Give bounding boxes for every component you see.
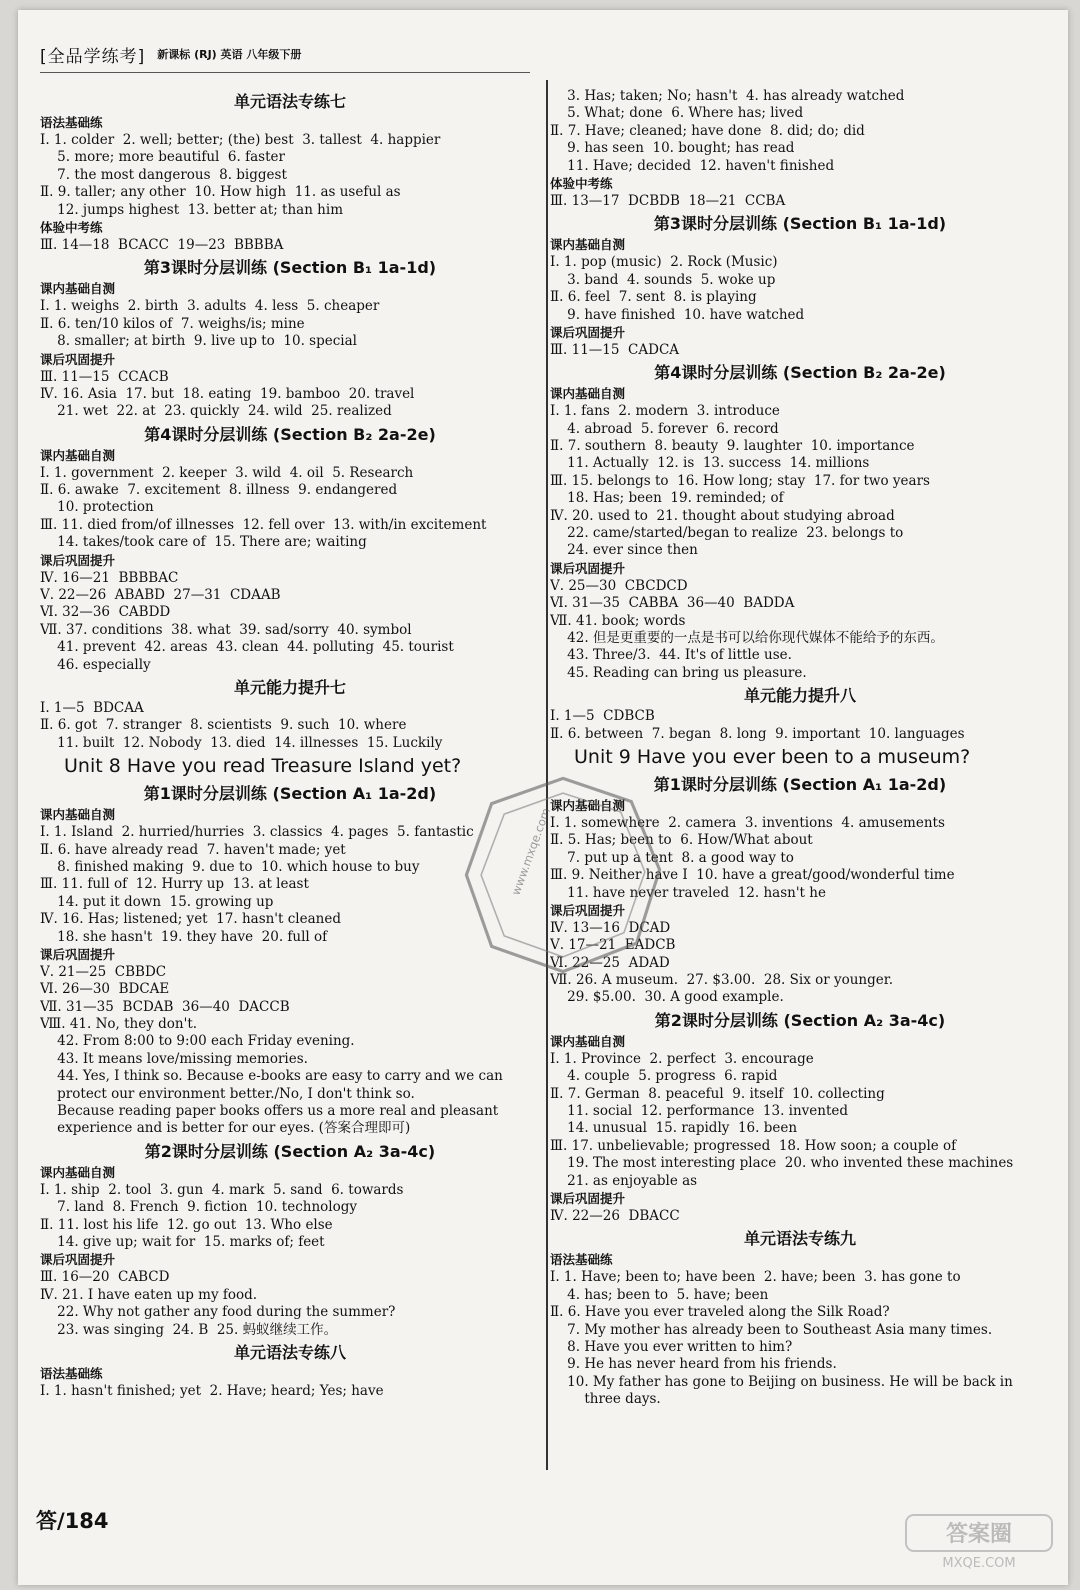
answer-line: 9. He has never heard from his friends. <box>550 1356 837 1373</box>
answer-line: Ⅲ. 11—15 CADCA <box>550 341 680 358</box>
section-title: 单元语法专练九 <box>743 1229 856 1249</box>
answer-line: Ⅲ. 16—20 CABCD <box>40 1269 170 1286</box>
svg-text:答案圈: 答案圈 <box>945 1522 1013 1547</box>
answer-line: Ⅲ. 14—18 BCACC 19—23 BBBBA <box>40 236 284 253</box>
answer-line: 14. give up; wait for 15. marks of; feet <box>40 1233 325 1250</box>
answer-line: Ⅳ. 13—16 DCAD <box>550 919 671 936</box>
answer-line: Ⅳ. 20. used to 21. thought about studying abroad <box>550 507 895 524</box>
brand-label: [全品学练考] <box>40 46 146 67</box>
subsection-label: 课后巩固提升 <box>550 560 626 576</box>
answer-line: Ⅴ. 25—30 CBCDCD <box>550 577 688 594</box>
book-meta: 新课标 (RJ) 英语 八年级下册 <box>157 48 302 61</box>
answer-line: Ⅳ. 16. Asia 17. but 18. eating 19. bamboo 20. travel <box>40 385 415 402</box>
answer-line: 8. Have you ever written to him? <box>550 1338 793 1355</box>
answer-line: 11. have never traveled 12. hasn't he <box>550 884 826 901</box>
answer-line: 4. couple 5. progress 6. rapid <box>550 1068 778 1085</box>
right-column <box>550 88 1050 1408</box>
answer-line: Ⅶ. 41. book; words <box>550 612 686 629</box>
answer-line: Ⅲ. 11—15 CCACB <box>40 368 169 385</box>
section-title: 第4课时分层训练 (Section B₂ 2a-2e) <box>654 363 946 383</box>
answer-line: 3. Has; taken; No; hasn't 4. has already watched <box>550 88 905 104</box>
subsection-label: 课后巩固提升 <box>40 552 116 568</box>
answer-line: Ⅰ. 1. government 2. keeper 3. wild 4. oil 5. Research <box>40 464 414 481</box>
answer-line: 14. put it down 15. growing up <box>40 893 274 910</box>
answer-line: 14. takes/took care of 15. There are; waiting <box>40 534 367 551</box>
answer-line: 4. abroad 5. forever 6. record <box>550 420 779 437</box>
answer-line: 11. built 12. Nobody 13. died 14. illnesses 15. Luckily <box>40 734 443 751</box>
answer-line: Ⅱ. 6. feel 7. sent 8. is playing <box>550 289 757 306</box>
answer-line: 43. It means love/missing memories. <box>40 1050 308 1067</box>
left-column <box>40 88 540 1400</box>
answer-line: Ⅱ. 6. ten/10 kilos of 7. weighs/is; mine <box>40 315 305 332</box>
answer-line: 22. Why not gather any food during the summer? <box>40 1304 396 1321</box>
answer-line: 9. have finished 10. have watched <box>550 306 805 323</box>
answer-line: Ⅰ. 1. ship 2. tool 3. gun 4. mark 5. sand 6. towards <box>40 1181 404 1198</box>
answer-line: 41. prevent 42. areas 43. clean 44. polluting 45. tourist <box>40 639 454 656</box>
answer-line: Ⅴ. 22—26 ABABD 27—31 CDAAB <box>40 587 281 604</box>
subsection-label: 语法基础练 <box>550 1252 613 1268</box>
answer-line: Ⅱ. 9. taller; any other 10. How high 11. as useful as <box>40 184 401 201</box>
answer-line: 10. My father has gone to Beijing on business. He will be back in <box>550 1373 1013 1390</box>
subsection-label: 语法基础练 <box>40 115 103 130</box>
answer-line: 29. $5.00. 30. A good example. <box>550 989 784 1006</box>
answer-line: Ⅲ. 17. unbelievable; progressed 18. How soon; a couple of <box>550 1137 957 1154</box>
answer-line: Ⅳ. 16—21 BBBBAC <box>40 569 179 586</box>
section-title: 单元能力提升八 <box>743 686 856 706</box>
answer-line: 4. has; been to 5. have; been <box>550 1286 769 1303</box>
answer-line: Ⅰ. 1. Island 2. hurried/hurries 3. classics 4. pages 5. fantastic <box>40 824 474 841</box>
answer-line: Ⅲ. 11. full of 12. Hurry up 13. at least <box>40 876 309 893</box>
answer-line: 24. ever since then <box>550 542 698 559</box>
subsection-label: 体验中考练 <box>550 175 613 191</box>
answer-line: 9. has seen 10. bought; has read <box>550 140 795 157</box>
subsection-label: 语法基础练 <box>40 1365 103 1381</box>
answer-line: 7. My mother has already been to Southeast Asia many times. <box>550 1321 993 1338</box>
section-title: 单元能力提升七 <box>233 677 346 697</box>
subsection-label: 课内基础自测 <box>550 1033 626 1049</box>
answer-line: 5. more; more beautiful 6. faster <box>40 149 285 166</box>
answer-line: 23. was singing 24. B 25. 蚂蚁继续工作。 <box>40 1321 338 1338</box>
answer-line: Ⅱ. 6. between 7. began 8. long 9. important 10. languages <box>550 725 965 742</box>
header-rule <box>40 72 530 73</box>
section-title: 第3课时分层训练 (Section B₁ 1a-1d) <box>143 258 437 278</box>
answer-line: Ⅱ. 7. German 8. peaceful 9. itself 10. collecting <box>550 1085 885 1102</box>
answer-line: 11. Have; decided 12. haven't finished <box>550 157 835 174</box>
answer-line: Ⅰ. 1—5 BDCAA <box>40 699 144 716</box>
subsection-label: 课后巩固提升 <box>550 902 626 918</box>
answer-line: three days. <box>550 1391 661 1408</box>
section-title: 第1课时分层训练 (Section A₁ 1a-2d) <box>653 774 947 794</box>
watermark-stamp-icon <box>458 770 668 980</box>
answer-line: 8. finished making 9. due to 10. which house to buy <box>40 858 420 875</box>
answer-line: 7. the most dangerous 8. biggest <box>40 166 287 183</box>
subsection-label: 课内基础自测 <box>550 386 626 402</box>
answer-line: Ⅶ. 31—35 BCDAB 36—40 DACCB <box>40 998 290 1015</box>
answer-line: Ⅰ. 1. hasn't finished; yet 2. Have; heard; Yes; have <box>40 1382 384 1399</box>
subsection-label: 课后巩固提升 <box>550 1190 626 1206</box>
subsection-label: 课内基础自测 <box>40 447 116 463</box>
answer-line: Ⅳ. 21. I have eaten up my food. <box>40 1286 258 1303</box>
subsection-label: 课后巩固提升 <box>40 351 116 367</box>
answer-line: Ⅰ. 1. colder 2. well; better; (the) best 3. tallest 4. happier <box>40 132 441 148</box>
answer-line: 21. wet 22. at 23. quickly 24. wild 25. realized <box>40 403 392 420</box>
answer-line: Ⅱ. 6. awake 7. excitement 8. illness 9. endangered <box>40 482 398 499</box>
page-number: 答/184 <box>36 1509 109 1533</box>
answer-line: 22. came/started/began to realize 23. belongs to <box>550 525 904 542</box>
answer-line: 43. Three/3. 44. It's of little use. <box>550 647 792 664</box>
answer-line: 7. put up a tent 8. a good way to <box>550 849 794 866</box>
answer-line: Ⅳ. 22—26 DBACC <box>550 1207 680 1224</box>
page-header <box>40 42 301 66</box>
answer-line: Ⅱ. 5. Has; been to 6. How/What about <box>550 832 813 849</box>
answer-line: Ⅰ. 1. Have; been to; have been 2. have; been 3. has gone to <box>550 1269 961 1286</box>
answer-line: 44. Yes, I think so. Because e-books are easy to carry and we can <box>40 1068 503 1085</box>
subsection-label: 课后巩固提升 <box>40 1252 116 1268</box>
answer-line: Ⅰ. 1. weighs 2. birth 3. adults 4. less 5. cheaper <box>40 298 380 315</box>
answer-line: 42. From 8:00 to 9:00 each Friday evening. <box>40 1033 355 1050</box>
answer-line: Ⅲ. 9. Neither have I 10. have a great/good/wonderful time <box>550 867 955 884</box>
answer-line: Ⅶ. 37. conditions 38. what 39. sad/sorry 40. symbol <box>40 621 412 638</box>
subsection-label: 课后巩固提升 <box>40 946 116 962</box>
answer-line: Ⅰ. 1. fans 2. modern 3. introduce <box>550 403 780 420</box>
subsection-label: 课内基础自测 <box>40 1164 116 1180</box>
answer-line: 46. especially <box>40 656 151 673</box>
answer-line: Ⅰ. 1—5 CDBCB <box>550 708 655 725</box>
answer-line: Ⅱ. 7. southern 8. beauty 9. laughter 10. importance <box>550 438 915 455</box>
subsection-label: 课内基础自测 <box>40 807 116 823</box>
site-logo-icon <box>904 1511 1054 1571</box>
section-title: 第2课时分层训练 (Section A₂ 3a-4c) <box>654 1010 946 1030</box>
subsection-label: 课内基础自测 <box>550 237 626 253</box>
answer-line: 10. protection <box>40 499 154 516</box>
unit-heading: Unit 9 Have you ever been to a museum? <box>574 745 971 768</box>
unit-heading: Unit 8 Have you read Treasure Island yet? <box>64 755 462 778</box>
subsection-label: 课内基础自测 <box>550 797 626 813</box>
answer-line: Ⅳ. 16. Has; listened; yet 17. hasn't cleaned <box>40 911 341 928</box>
answer-line: Ⅰ. 1. Province 2. perfect 3. encourage <box>550 1050 814 1067</box>
subsection-label: 课后巩固提升 <box>550 324 626 340</box>
answer-line: 45. Reading can bring us pleasure. <box>550 664 807 681</box>
answer-line: 18. Has; been 19. reminded; of <box>550 490 784 507</box>
answer-line: Ⅲ. 13—17 DCBDB 18—21 CCBA <box>550 192 786 209</box>
subsection-label: 课内基础自测 <box>40 281 116 297</box>
answer-line: 18. she hasn't 19. they have 20. full of <box>40 928 328 945</box>
answer-line: 42. 但是更重要的一点是书可以给你现代媒体不能给予的东西。 <box>550 629 944 646</box>
answer-line: protect our environment better./No, I don't think so. <box>40 1085 415 1102</box>
answer-line: Ⅰ. 1. somewhere 2. camera 3. inventions 4. amusements <box>550 814 945 831</box>
answer-line: Ⅷ. 41. No, they don't. <box>40 1016 198 1033</box>
answer-line: 5. What; done 6. Where has; lived <box>550 105 804 122</box>
answer-line: 11. social 12. performance 13. invented <box>550 1103 849 1120</box>
svg-text:MXQE.COM: MXQE.COM <box>942 1556 1016 1571</box>
section-title: 单元语法专练七 <box>233 92 346 111</box>
watermark-url: www.mxqe.com <box>508 806 554 898</box>
section-title: 第1课时分层训练 (Section A₁ 1a-2d) <box>143 784 437 804</box>
answer-line: 7. land 8. French 9. fiction 10. technology <box>40 1199 357 1216</box>
answer-line: 21. as enjoyable as <box>550 1172 698 1189</box>
answer-line: 3. band 4. sounds 5. woke up <box>550 271 776 288</box>
section-title: 单元语法专练八 <box>233 1342 346 1362</box>
answer-line: 14. unusual 15. rapidly 16. been <box>550 1120 798 1137</box>
answer-line: 19. The most interesting place 20. who invented these machines <box>550 1155 1014 1172</box>
answer-line: 11. Actually 12. is 13. success 14. millions <box>550 455 870 472</box>
answer-line: Ⅵ. 22—25 ADAD <box>550 954 670 971</box>
answer-line: Ⅱ. 6. Have you ever traveled along the Silk Road? <box>550 1304 890 1321</box>
answer-line: Ⅱ. 11. lost his life 12. go out 13. Who else <box>40 1216 333 1233</box>
answer-line: Ⅱ. 7. Have; cleaned; have done 8. did; do; did <box>550 122 865 139</box>
answer-line: Ⅴ. 17—21 EADCB <box>550 937 676 954</box>
subsection-label: 体验中考练 <box>40 219 103 235</box>
answer-line: Ⅶ. 26. A museum. 27. $3.00. 28. Six or younger. <box>550 972 894 989</box>
section-title: 第2课时分层训练 (Section A₂ 3a-4c) <box>144 1141 436 1161</box>
answer-line: 8. smaller; at birth 9. live up to 10. special <box>40 333 357 350</box>
answer-line: Ⅲ. 15. belongs to 16. How long; stay 17. for two years <box>550 472 930 489</box>
answer-line: Ⅱ. 6. have already read 7. haven't made; yet <box>40 841 346 858</box>
answer-line: Because reading paper books offers us a more real and pleasant <box>40 1103 499 1120</box>
answer-line: Ⅲ. 11. died from/of illnesses 12. fell over 13. with/in excitement <box>40 516 487 533</box>
answer-line: Ⅵ. 26—30 BDCAE <box>40 981 170 998</box>
answer-line: Ⅵ. 32—36 CABDD <box>40 604 171 621</box>
answer-key-page <box>18 10 1068 1585</box>
section-title: 第3课时分层训练 (Section B₁ 1a-1d) <box>653 214 947 234</box>
answer-line: Ⅰ. 1. pop (music) 2. Rock (Music) <box>550 254 778 271</box>
answer-line: Ⅱ. 6. got 7. stranger 8. scientists 9. such 10. where <box>40 717 407 734</box>
answer-line: Ⅴ. 21—25 CBBDC <box>40 963 167 980</box>
answer-line: 12. jumps highest 13. better at; than him <box>40 201 343 218</box>
section-title: 第4课时分层训练 (Section B₂ 2a-2e) <box>144 424 436 444</box>
answer-line: Ⅵ. 31—35 CABBA 36—40 BADDA <box>550 595 795 612</box>
answer-line: experience and is better for our eyes. (答案合理即可) <box>40 1120 411 1137</box>
